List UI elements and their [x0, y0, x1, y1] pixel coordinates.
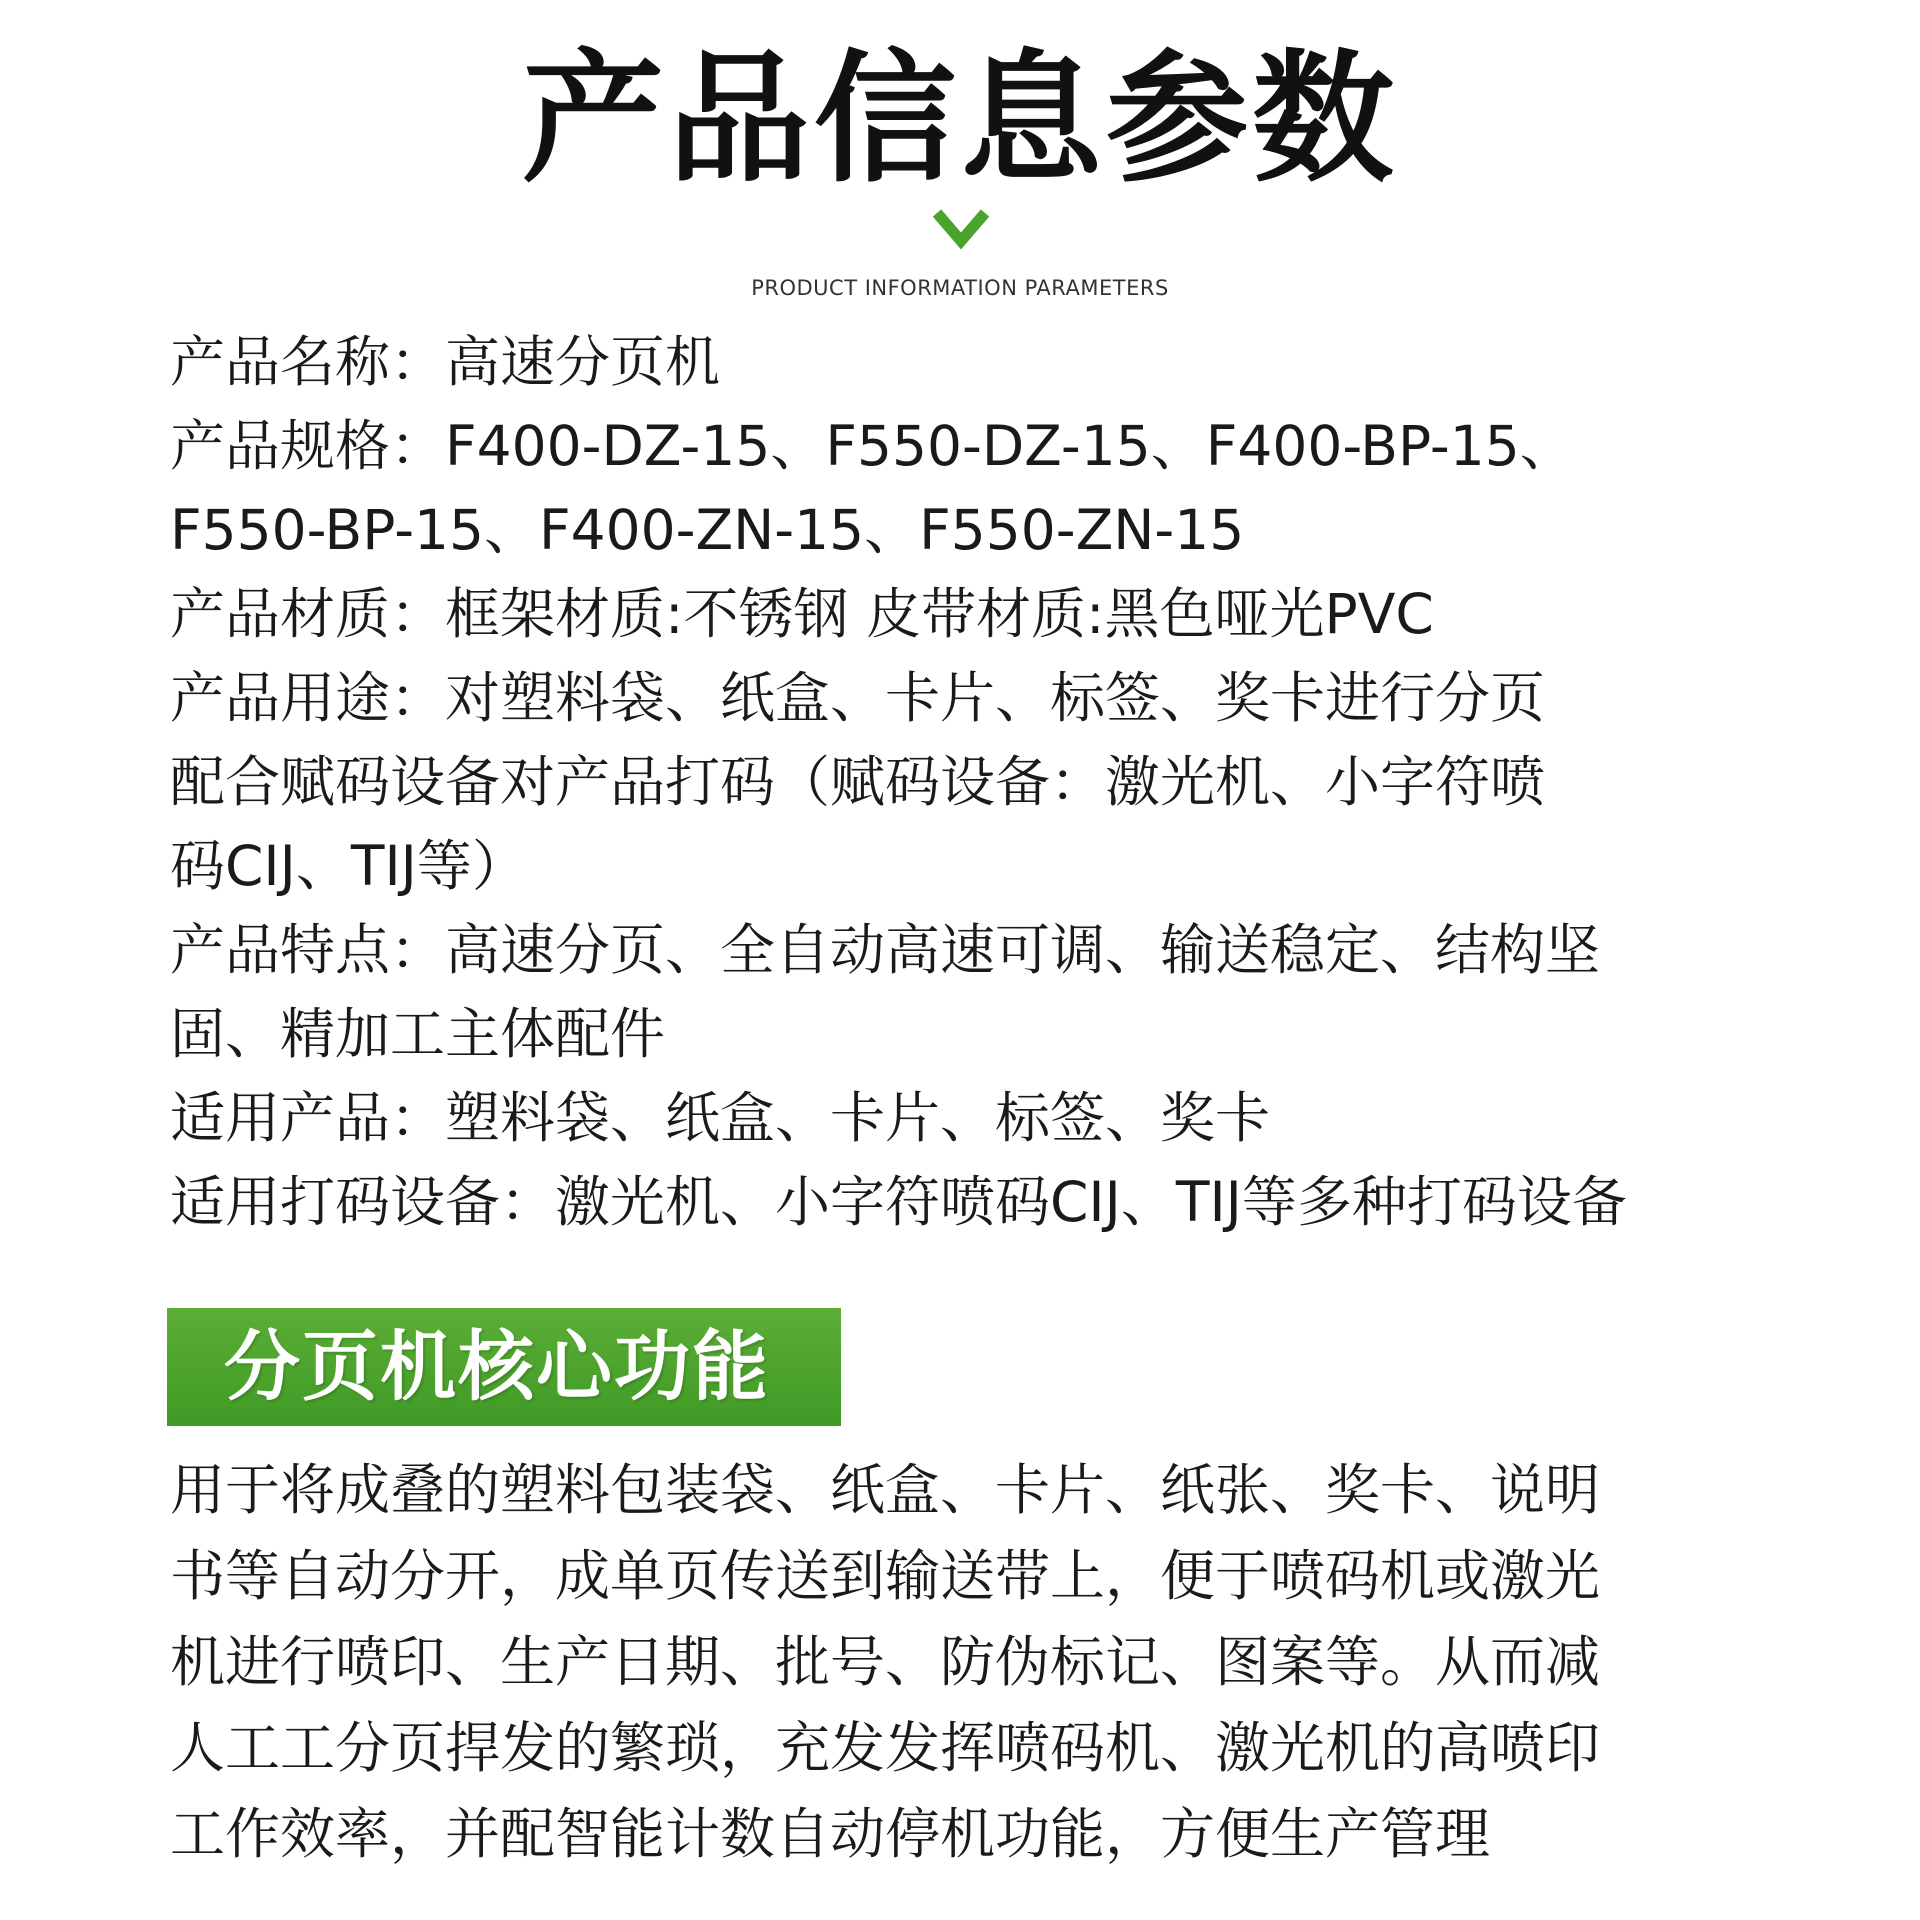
param-applicable-products: 适用产品：塑料袋、纸盒、卡片、标签、奖卡: [170, 1086, 1271, 1150]
page-title: 产品信息参数: [522, 37, 1398, 202]
param-product-material: 产品材质：框架材质:不锈钢 皮带材质:黑色哑光PVC: [170, 582, 1434, 646]
param-product-name: 产品名称：高速分页机: [170, 330, 721, 394]
param-product-spec: 产品规格：F400-DZ-15、F550-DZ-15、F400-BP-15、 F550-BP-15、F400-ZN-15、F550-ZN-15: [170, 414, 1575, 562]
param-product-features: 产品特点：高速分页、全自动高速可调、输送稳定、结构坚 固、精加工主体配件: [170, 918, 1601, 1066]
page-subtitle: PRODUCT INFORMATION PARAMETERS: [751, 276, 1169, 300]
core-function-description: 用于将成叠的塑料包装袋、纸盒、卡片、纸张、奖卡、说明 书等自动分开，成单页传送到输送带上，便于喷码机或激光 机进行喷印、生产日期、批号、防伪标记、图案等。从而减 人工工分页捍发的繁琐，充发发挥喷码机、激光机的高喷印 工作效率，并配智能计数自动停机功能，方便生产管理: [170, 1458, 1601, 1866]
param-applicable-coders: 适用打码设备：激光机、小字符喷码CIJ、TIJ等多种打码设备: [170, 1170, 1627, 1234]
core-function-banner: [167, 1308, 841, 1426]
chevron-down-icon: [931, 205, 991, 255]
parameter-list: [170, 320, 1810, 1244]
param-product-usage: 产品用途：对塑料袋、纸盒、卡片、标签、奖卡进行分页 配合赋码设备对产品打码（赋码设备：激光机、小字符喷 码CIJ、TIJ等）: [170, 666, 1546, 898]
core-function-title: 分页机核心功能: [224, 1322, 770, 1411]
